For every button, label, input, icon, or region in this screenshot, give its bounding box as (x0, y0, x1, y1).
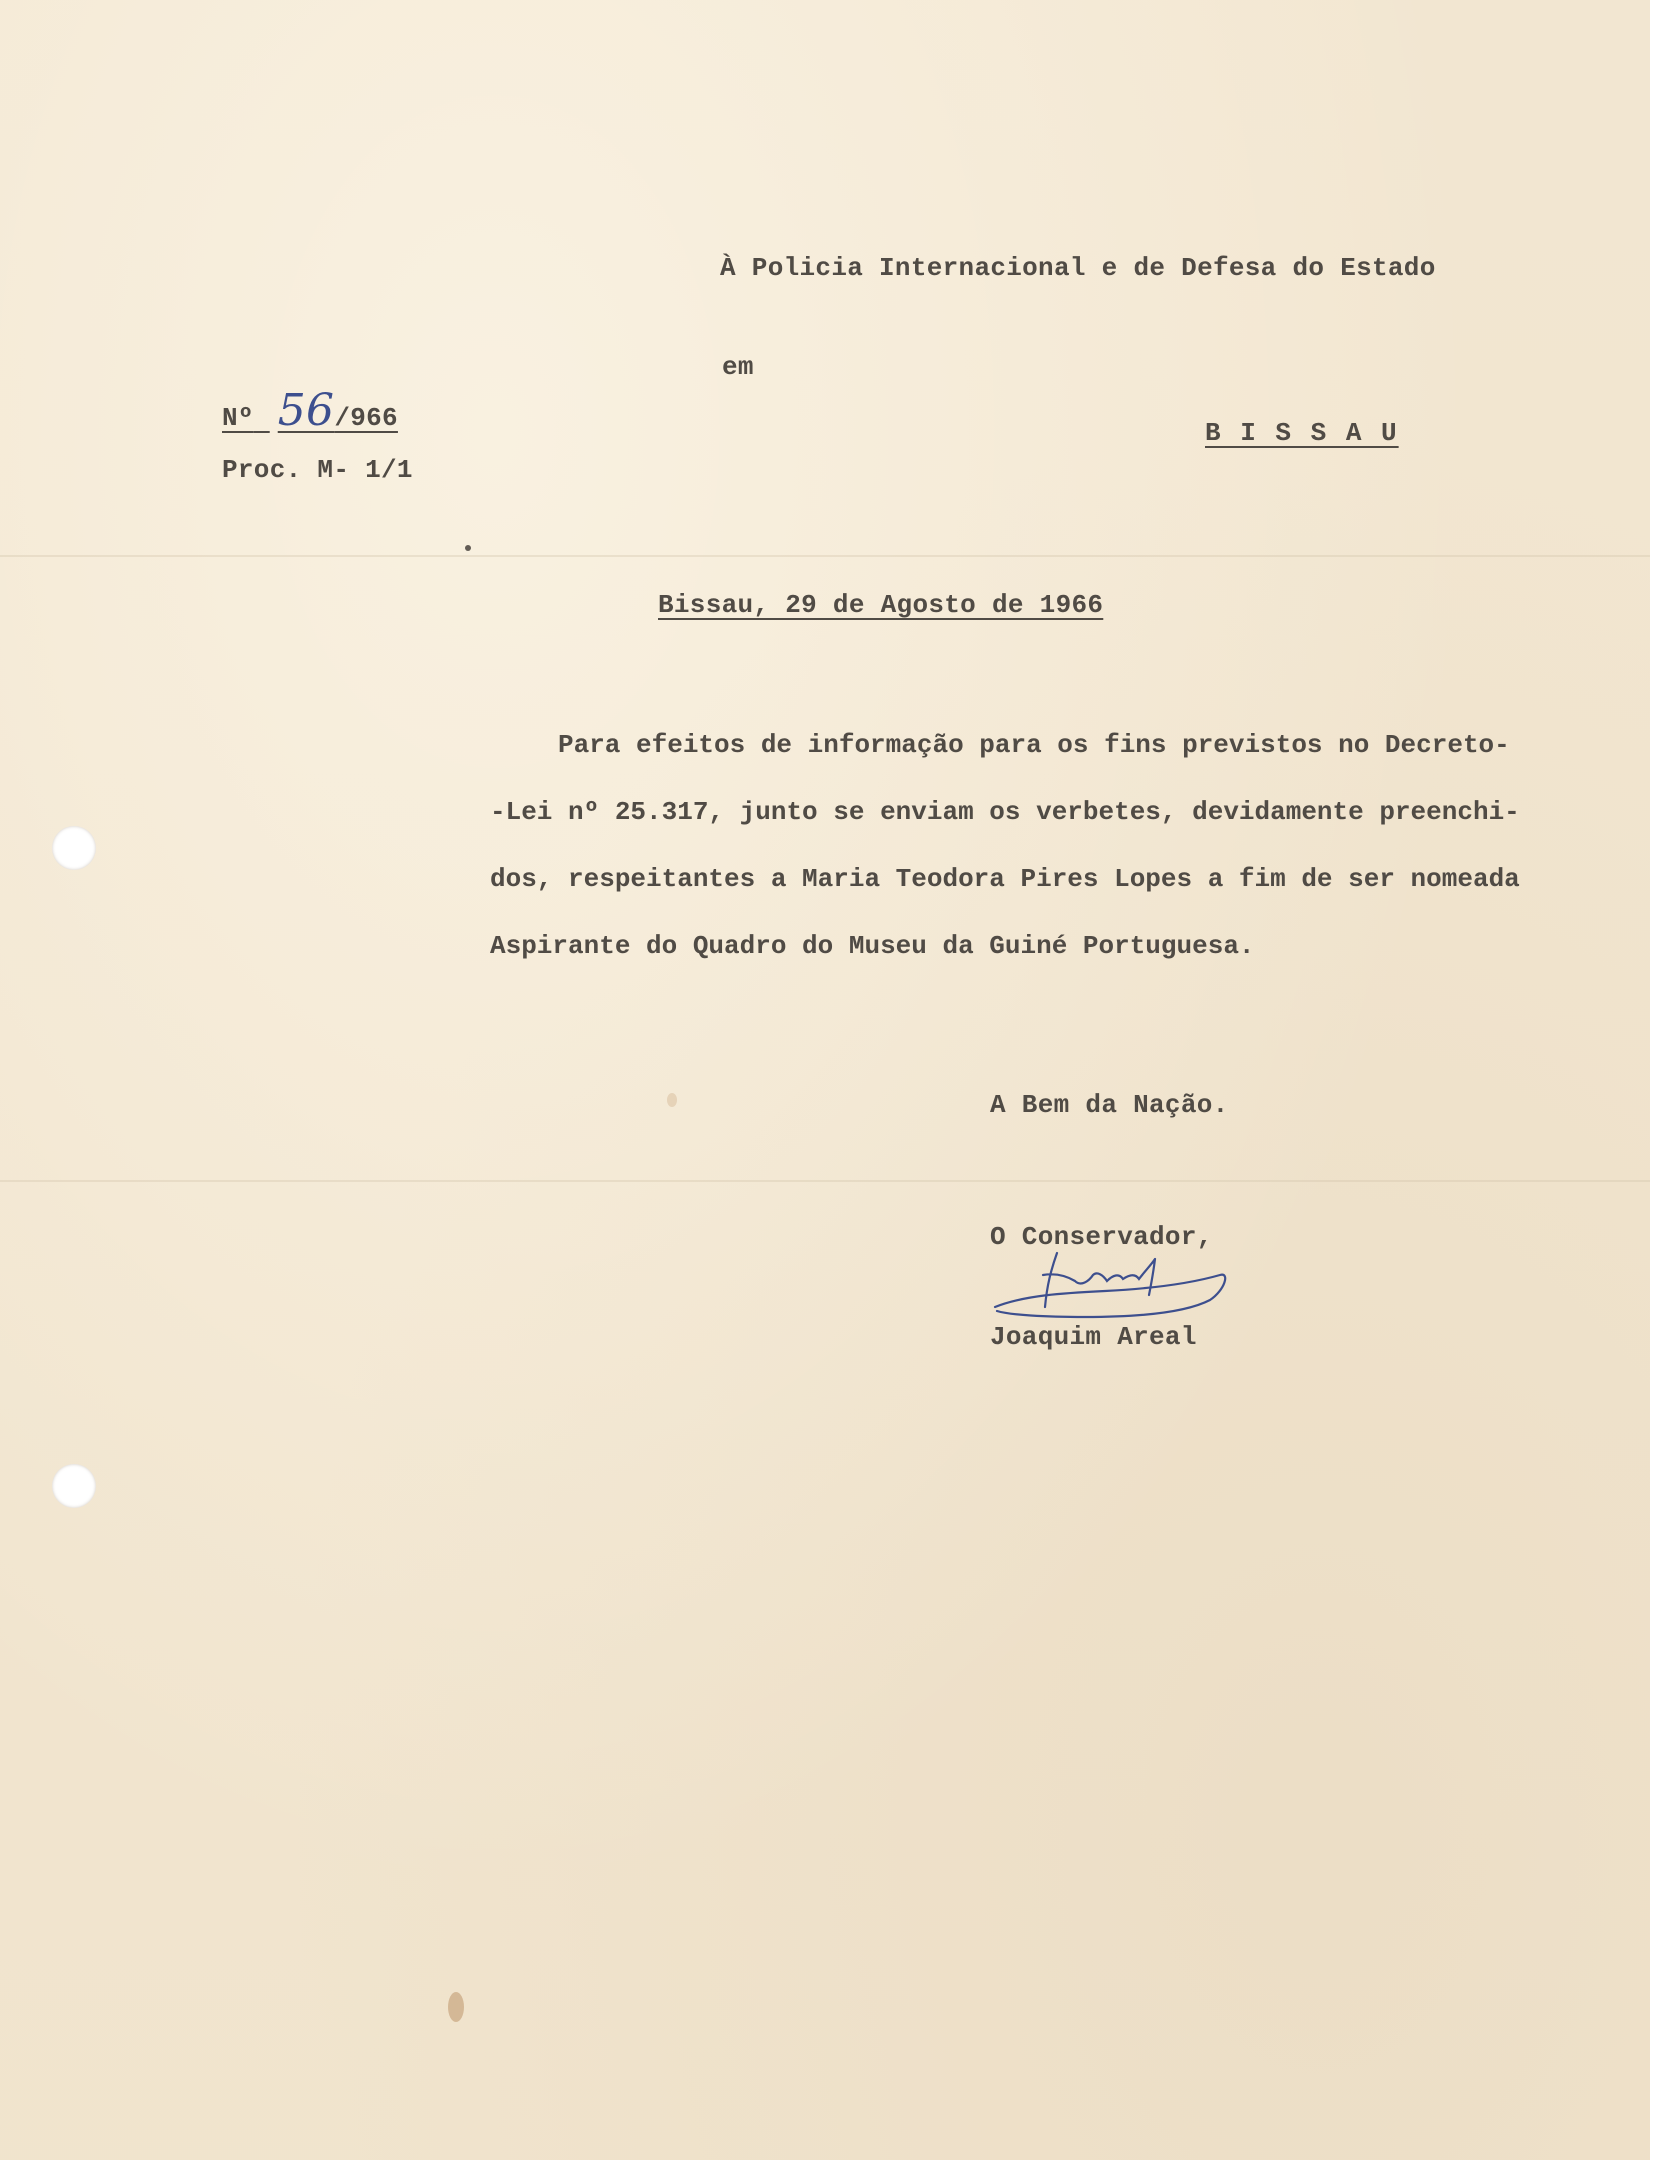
body-line: -Lei nº 25.317, junto se enviam os verbetes, devidamente preenchi- (490, 797, 1520, 827)
reference-number (222, 385, 398, 436)
body-line: Aspirante do Quadro do Museu da Guiné Portuguesa. (490, 931, 1255, 961)
punch-hole (52, 1464, 96, 1508)
reference-number-prefix: Nº (222, 403, 254, 433)
body-line: Para efeitos de informação para os fins previstos no Decreto- (558, 730, 1510, 760)
addressee-city: B I S S A U (1205, 418, 1399, 448)
paper-fold-line (0, 1180, 1650, 1182)
closing-salutation: A Bem da Nação. (990, 1090, 1229, 1120)
ink-dot (465, 545, 471, 551)
stain-spot (667, 1093, 677, 1107)
reference-number-year: /966 (334, 403, 398, 433)
process-reference: Proc. M- 1/1 (222, 455, 413, 485)
signatory-title: O Conservador, (990, 1222, 1213, 1252)
signatory-name: Joaquim Areal (990, 1322, 1197, 1352)
handwritten-signature (985, 1245, 1235, 1335)
paper-fold-line (0, 555, 1650, 557)
punch-hole (52, 826, 96, 870)
stain-spot (448, 1992, 464, 2022)
reference-number-handwritten: 56 (277, 385, 335, 436)
body-line: dos, respeitantes a Maria Teodora Pires Lopes a fim de ser nomeada (490, 864, 1520, 894)
date-line: Bissau, 29 de Agosto de 1966 (658, 590, 1104, 620)
addressee-line: À Policia Internacional e de Defesa do Estado (720, 253, 1436, 283)
letter-body (490, 712, 1590, 980)
addressee-preposition: em (722, 352, 754, 382)
